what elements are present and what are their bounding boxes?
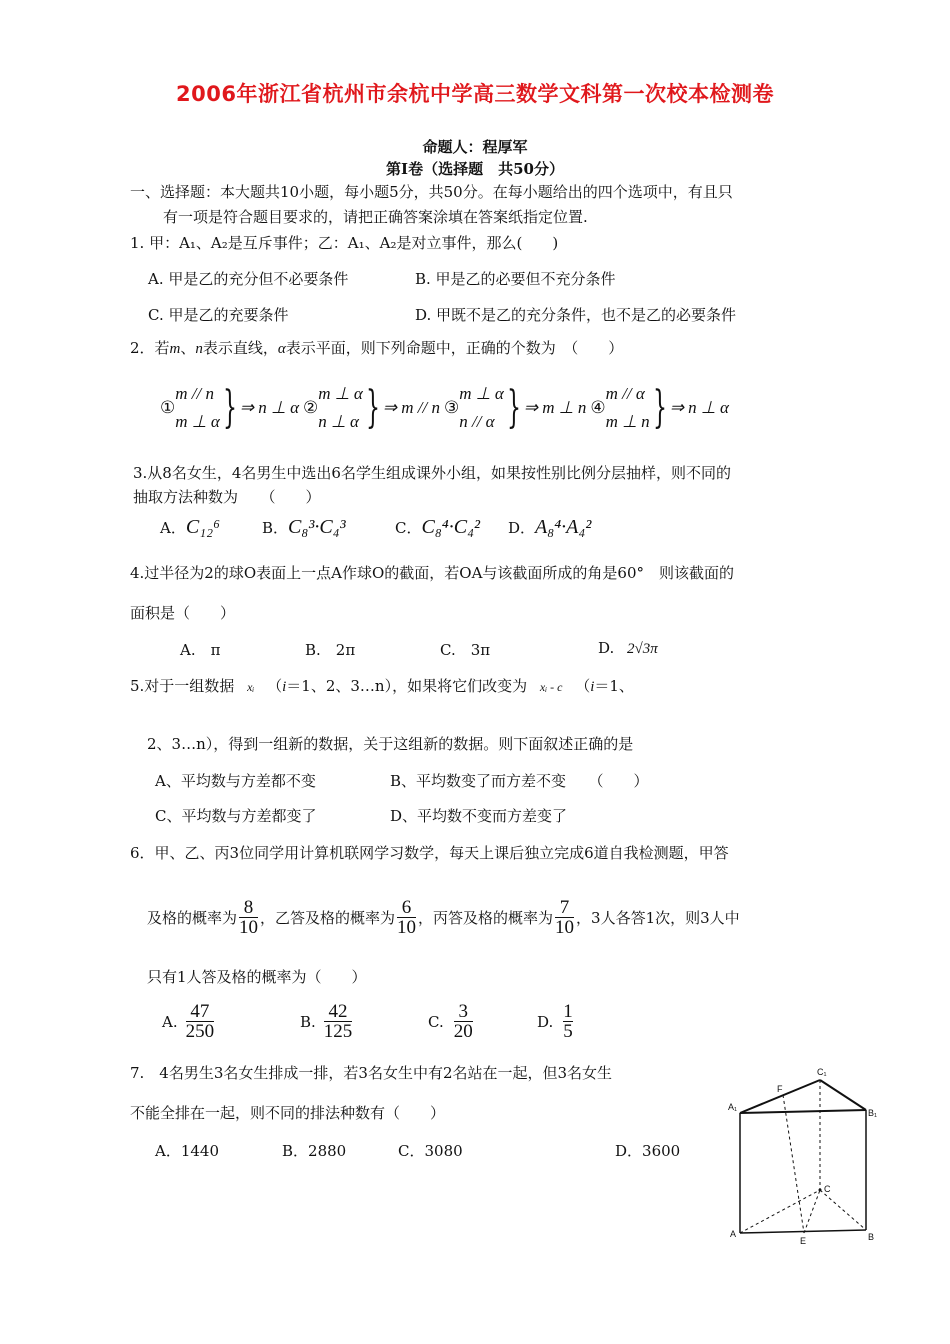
edge-c1-b1: [820, 1080, 866, 1110]
q5-xic: xᵢ - c: [539, 680, 563, 694]
q5-line-2: 2、3…n），得到一组新的数据，关于这组新的数据。则下面叙述正确的是: [147, 735, 634, 753]
q2-propositions: [160, 380, 729, 436]
q5-i2: i: [590, 679, 595, 695]
q1-option-a: A. 甲是乙的充分但不必要条件: [148, 270, 349, 288]
prism-figure: [720, 1060, 890, 1250]
q2-proposition-4-result: ⇒ n ⊥ α: [669, 398, 729, 417]
q2-stem-suffix: 表示平面，则下列命题中，正确的个数为 （ ）: [285, 339, 624, 357]
q6-option-d-label: D.: [537, 1012, 554, 1031]
q6-line-2-a: 及格的概率为: [147, 908, 238, 927]
q6-line-2-c: ，丙答及格的概率为: [418, 908, 554, 927]
q2-stem-sep: 、: [180, 339, 196, 357]
q6-fraction-3: [555, 898, 574, 937]
q6-option-a: [162, 1002, 216, 1041]
q1-option-d: D. 甲既不是乙的充分条件，也不是乙的必要条件: [415, 306, 737, 324]
q5-option-b: B、平均数变了而方差不变 （ ）: [390, 772, 649, 790]
q2-stem-prefix: 2．若: [130, 339, 170, 357]
q4-option-b: B. 2π: [305, 641, 356, 659]
q2-proposition-2-top: m ⊥ α: [318, 384, 363, 403]
q3-option-c-label: C．: [395, 519, 422, 537]
q6-option-c-num: 3: [458, 1001, 468, 1022]
segment-f-e: [783, 1095, 804, 1233]
q5-i1: i: [282, 679, 287, 695]
author-line: 命题人：程厚军: [422, 138, 528, 156]
label-f: F: [777, 1084, 783, 1094]
q6-fraction-1-den: 10: [239, 917, 259, 938]
q5-option-a: A、平均数与方差都不变: [155, 772, 316, 790]
q7-option-b: B．2880: [282, 1142, 347, 1160]
q7-option-a: A．1440: [155, 1142, 220, 1160]
q2-proposition-1-num: ①: [160, 398, 176, 417]
q2-proposition-3: [444, 380, 590, 436]
q1-stem: 1. 甲：A₁、A₂是互斥事件；乙：A₁、A₂是对立事件，那么( ): [130, 234, 559, 252]
q2-proposition-3-result: ⇒ m ⊥ n: [523, 398, 587, 417]
q7-option-c: C．3080: [398, 1142, 463, 1160]
q7-option-d: D．3600: [615, 1142, 681, 1160]
q6-option-b-num: 42: [328, 1001, 348, 1022]
q2-proposition-4: [590, 380, 729, 436]
q2-proposition-2-num: ②: [303, 398, 319, 417]
q6-option-d: [537, 1002, 575, 1041]
q1-option-c: C. 甲是乙的充要条件: [148, 306, 289, 324]
q2-stem-m: m: [169, 341, 181, 357]
q6-option-a-fraction: [186, 1002, 215, 1041]
q3-option-d: [508, 516, 591, 539]
right-brace-icon: }: [222, 382, 237, 433]
q2-proposition-4-bottom: m ⊥ n: [605, 412, 650, 431]
q4-option-d-label: D.: [598, 639, 615, 657]
q3-option-c: [395, 516, 480, 539]
q3-option-c-expr: C₈⁴·C₄²: [421, 516, 481, 538]
section-heading: 第Ⅰ卷（选择题 共50分）: [386, 160, 564, 178]
q3-option-d-expr: A₈⁴·A₄²: [535, 516, 592, 538]
q3-option-b: [262, 516, 346, 539]
edge-a-b: [740, 1230, 866, 1233]
q5-line-1-a: 5.对于一组数据: [130, 677, 235, 695]
q2-proposition-1-top: m // n: [175, 384, 214, 403]
q2-proposition-2: [303, 380, 444, 436]
q2-proposition-4-top: m // α: [605, 384, 645, 403]
edge-c-b: [820, 1190, 866, 1230]
point-c: [819, 1189, 822, 1192]
label-c1: C₁: [817, 1067, 827, 1077]
q7-line-1: 7. 4名男生3名女生排成一排，若3名女生中有2名站在一起，但3名女生: [130, 1064, 613, 1082]
q2-stem: [130, 338, 623, 359]
q3-line-1: 3.从8名女生，4名男生中选出6名学生组成课外小组，如果按性别比例分层抽样，则不同的: [133, 464, 731, 482]
q3-option-a-expr: C₁₂⁶: [185, 516, 221, 538]
q5-line-1-e: ＝1、: [594, 677, 634, 695]
q6-option-d-num: 1: [563, 1001, 573, 1022]
q1-option-b: B. 甲是乙的必要但不充分条件: [415, 270, 616, 288]
q6-fraction-2-den: 10: [397, 917, 417, 938]
q6-line-3: 只有1人答及格的概率为（ ）: [147, 968, 367, 986]
q6-fraction-3-den: 10: [555, 917, 575, 938]
q6-option-a-num: 47: [190, 1001, 210, 1022]
q3-option-d-label: D．: [508, 519, 536, 537]
q5-option-c: C、平均数与方差都变了: [155, 807, 317, 825]
q5-xi: xᵢ: [247, 680, 255, 694]
q6-option-b-fraction: [324, 1002, 353, 1041]
q5-line-1-d: （: [575, 677, 591, 695]
q2-proposition-1-bottom: m ⊥ α: [175, 412, 220, 431]
q2-proposition-3-num: ③: [443, 398, 460, 417]
right-brace-icon: }: [652, 382, 667, 433]
edge-a-c: [740, 1190, 820, 1233]
q6-fraction-3-num: 7: [559, 897, 570, 918]
q6-option-b-label: B.: [300, 1012, 316, 1031]
q6-option-c: [428, 1002, 475, 1041]
q3-line-2: 抽取方法种数为 （ ）: [133, 488, 321, 506]
label-b: B: [868, 1232, 875, 1242]
q6-option-c-den: 20: [453, 1021, 473, 1042]
q6-option-b: [300, 1002, 354, 1041]
q6-option-a-den: 250: [185, 1021, 215, 1042]
q4-option-d-expr: 2√3π: [627, 641, 658, 657]
q2-proposition-2-result: ⇒ m // n: [382, 398, 440, 417]
edge-a1-b1: [740, 1110, 866, 1113]
q2-proposition-2-bottom: n ⊥ α: [318, 412, 359, 431]
q3-option-b-expr: C₈³·C₄³: [288, 516, 346, 538]
q2-stem-mid: 表示直线，: [202, 339, 278, 357]
q4-option-a: A. π: [180, 641, 221, 659]
segment-e-c: [804, 1190, 820, 1233]
q6-option-b-den: 125: [323, 1021, 353, 1042]
q6-line-2-d: ，3人各答1次，则3人中: [576, 908, 740, 927]
q6-option-c-fraction: [454, 1002, 473, 1041]
q5-line-1-c: ＝1、2、3…n），如果将它们改变为: [286, 677, 528, 695]
q4-line-2: 面积是（ ）: [130, 604, 236, 622]
q3-option-a: [160, 516, 220, 539]
q4-line-1: 4.过半径为2的球O表面上一点A作球O的截面，若OA与该截面所成的角是60° 则该截面的: [130, 564, 735, 582]
instructions-line-1: 一、选择题：本大题共10小题，每小题5分，共50分。在每小题给出的四个选项中，有且只: [130, 183, 733, 201]
q7-line-2: 不能全排在一起，则不同的排法种数有（ ）: [130, 1104, 446, 1122]
page-title: 2006年浙江省杭州市余杭中学高三数学文科第一次校本检测卷: [176, 82, 774, 106]
q6-option-a-label: A.: [162, 1012, 178, 1031]
label-a: A: [730, 1229, 737, 1239]
q6-line-2: [147, 898, 740, 937]
instructions-line-2: 有一项是符合题目要求的，请把正确答案涂填在答案纸指定位置.: [163, 208, 588, 226]
q6-line-2-b: ，乙答及格的概率为: [260, 908, 396, 927]
label-c: C: [824, 1184, 831, 1194]
q3-option-a-label: A．: [160, 519, 186, 537]
q2-stem-alpha: α: [277, 341, 286, 357]
q6-option-d-fraction: [563, 1002, 573, 1041]
q2-proposition-1: [160, 380, 303, 436]
label-e: E: [800, 1236, 807, 1246]
q4-option-d: [598, 639, 658, 658]
q3-option-b-label: B．: [262, 519, 289, 537]
right-brace-icon: }: [506, 382, 521, 433]
q6-fraction-2-num: 6: [401, 897, 412, 918]
q6-fraction-1: [239, 898, 258, 937]
q5-line-1: [130, 676, 634, 697]
q6-option-c-label: C.: [428, 1012, 444, 1031]
q5-line-1-b: （: [267, 677, 283, 695]
q6-fraction-2: [397, 898, 416, 937]
q6-option-d-den: 5: [563, 1021, 573, 1042]
right-brace-icon: }: [365, 382, 380, 433]
q2-proposition-3-bottom: n // α: [459, 412, 495, 431]
label-a1: A₁: [728, 1102, 738, 1112]
q6-line-1: 6．甲、乙、丙3位同学用计算机联网学习数学，每天上课后独立完成6道自我检测题，甲答: [130, 844, 729, 862]
q5-option-d: D、平均数不变而方差变了: [390, 807, 568, 825]
q2-proposition-4-num: ④: [590, 398, 606, 417]
q2-proposition-3-top: m ⊥ α: [459, 384, 504, 403]
q2-proposition-1-result: ⇒ n ⊥ α: [239, 398, 299, 417]
q2-stem-n: n: [195, 341, 203, 357]
q6-fraction-1-num: 8: [243, 897, 254, 918]
label-b1: B₁: [868, 1108, 878, 1118]
q4-option-c: C. 3π: [440, 641, 491, 659]
